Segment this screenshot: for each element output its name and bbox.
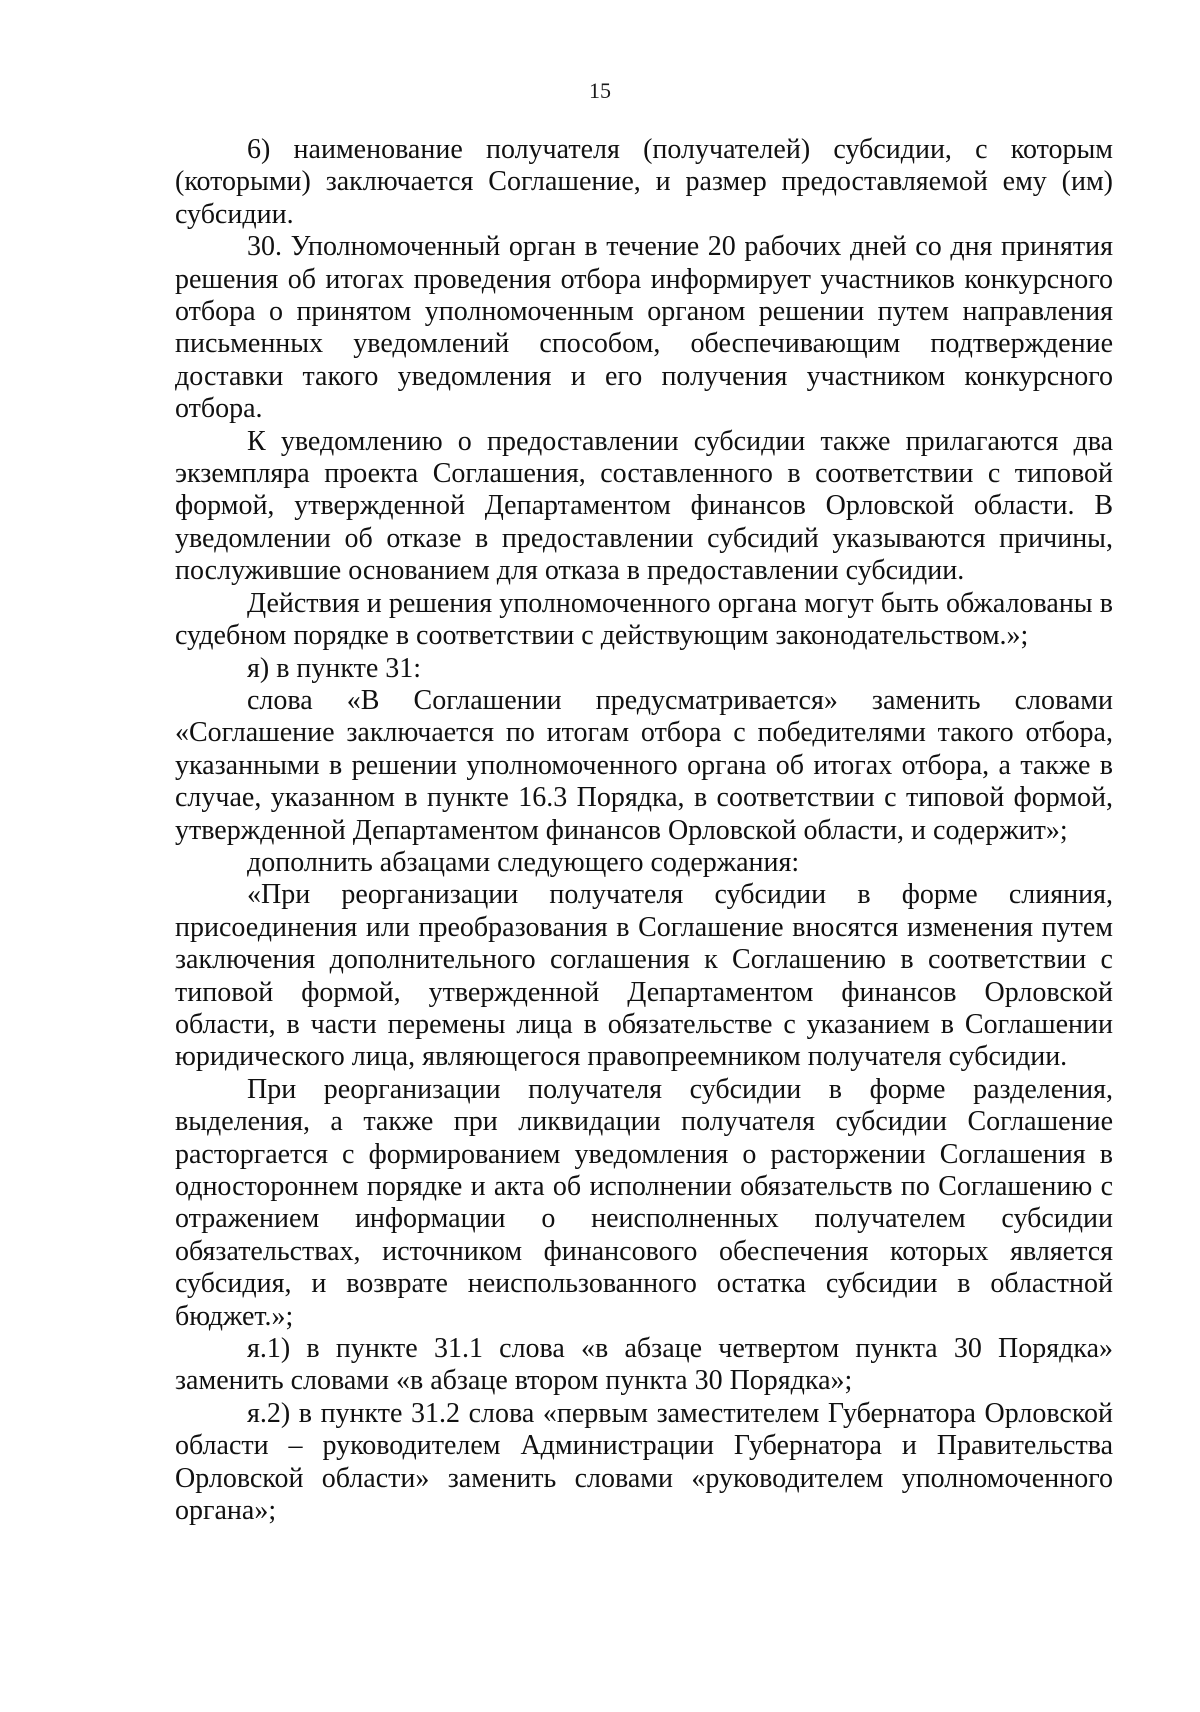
paragraph-replace-words: слова «В Соглашении предусматривается» заменить словами «Соглашение заключается по итогам отбора с победителями такого отбора, указанными в решении уполномоченного органа об итогах отбора, а также в случае, указанном в пункте 16.3 Порядка, в соответствии с типовой формой, утвержденной Департаментом финансов Орловской области, и содержит»; <box>175 684 1113 846</box>
paragraph-appeal: Действия и решения уполномоченного органа могут быть обжалованы в судебном порядке в соответствии с действующим законодательством.»; <box>175 587 1113 652</box>
paragraph-amendment-ya1: я.1) в пункте 31.1 слова «в абзаце четвертом пункта 30 Порядка» заменить словами «в абзаце втором пункта 30 Порядка»; <box>175 1333 1113 1397</box>
paragraph-reorganization-division: При реорганизации получателя субсидии в форме разделения, выделения, а также при ликвидации получателя субсидии Соглашение расторгается с формированием уведомления о расторжении Соглашения в одностороннем порядке и акта об исполнении обязательств по Соглашению с отражением информации о неисполненных получателем субсидии обязательствах, источником финансового обеспечения которых является субсидия, и возврате неиспользованного остатка субсидии в областной бюджет.»; <box>175 1073 1113 1332</box>
paragraph-amendment-ya: я) в пункте 31: <box>247 652 422 684</box>
paragraph-notification-attachments: К уведомлению о предоставлении субсидии также прилагаются два экземпляра проекта Соглашения, составленного в соответствии с типовой формой, утвержденной Департаментом финансов Орловской области. В уведомлении об отказе в предоставлении субсидий указываются причины, послужившие основанием для отказа в предоставлении субсидии. <box>175 425 1113 587</box>
paragraph-clause-30: 30. Уполномоченный орган в течение 20 рабочих дней со дня принятия решения об итогах проведения отбора информирует участников конкурсного отбора о принятом уполномоченным органом решении путем направления письменных уведомлений способом, обеспечивающим подтверждение доставки такого уведомления и его получения участником конкурсного отбора. <box>175 231 1113 425</box>
paragraph-reorganization-merger: «При реорганизации получателя субсидии в форме слияния, присоединения или преобразования в Соглашение вносятся изменения путем заключения дополнительного соглашения к Соглашению в соответствии с типовой формой, утвержденной Департаментом финансов Орловской области, в части перемены лица в обязательстве с указанием в Соглашении юридического лица, являющегося правопреемником получателя субсидии. <box>175 879 1113 1073</box>
paragraph-item-6: 6) наименование получателя (получателей) субсидии, с которым (которыми) заключается Соглашение, и размер предоставляемой ему (им) субсидии. <box>175 134 1113 230</box>
page-number: 15 <box>589 78 611 103</box>
paragraph-amendment-ya2: я.2) в пункте 31.2 слова «первым заместителем Губернатора Орловской области – руководителем Администрации Губернатора и Правительства Орловской области» заменить словами «руководителем уполномоченного органа»; <box>175 1397 1113 1527</box>
document-body <box>175 134 1113 1527</box>
paragraph-add-paragraphs: дополнить абзацами следующего содержания: <box>247 846 800 878</box>
